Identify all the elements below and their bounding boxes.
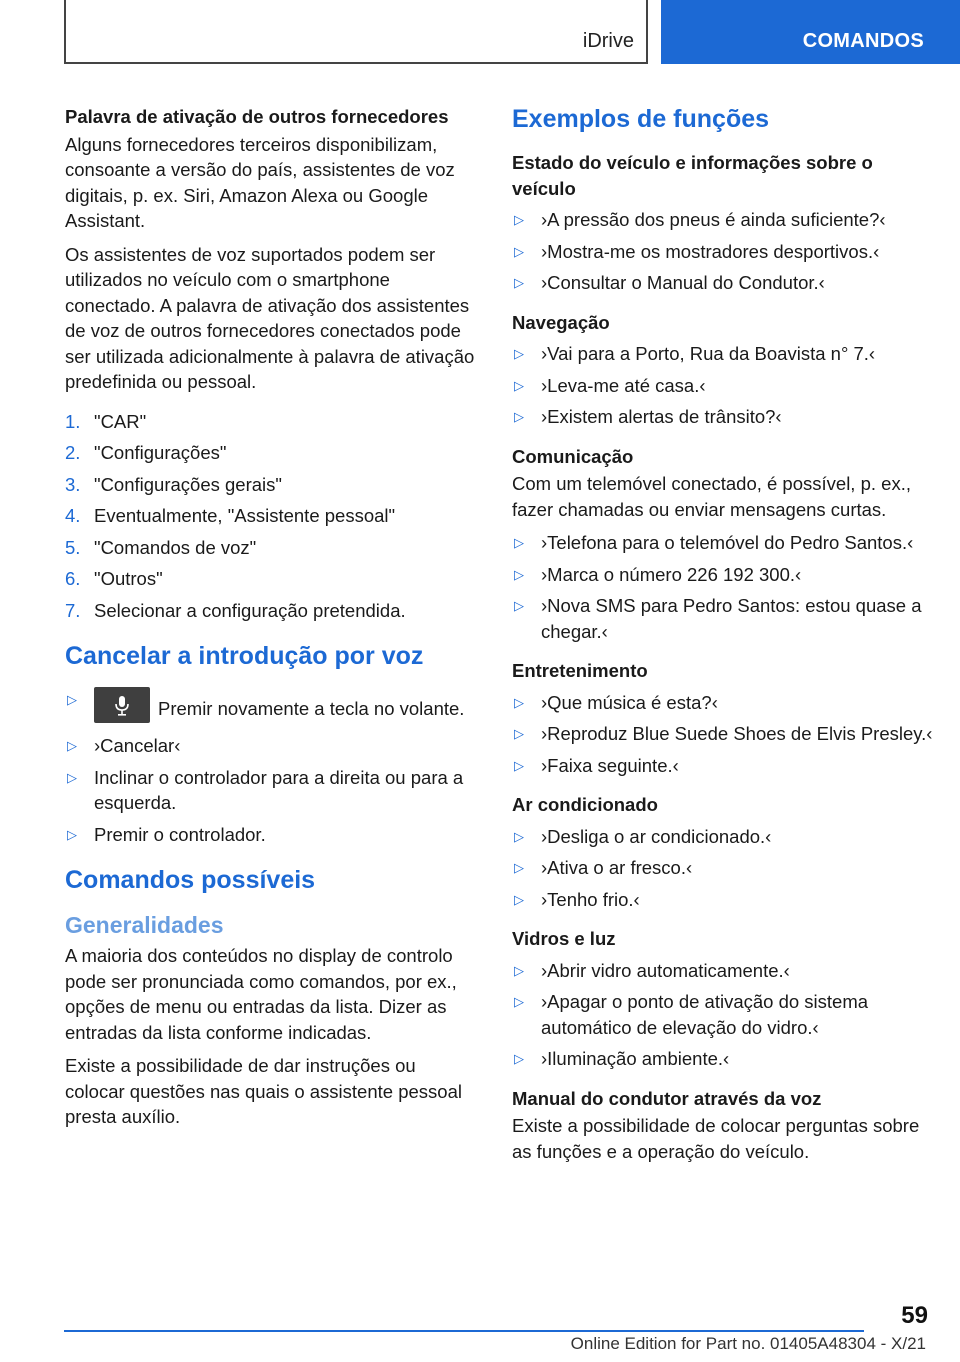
list-item <box>65 687 480 723</box>
triangle-right-icon: ▷ <box>514 994 524 1009</box>
triangle-right-icon: ▷ <box>514 694 524 710</box>
example-item-text: ›Apagar o ponto de ativação do sistema automático de elevação do vidro.‹ <box>541 991 869 1038</box>
list-item <box>65 822 480 848</box>
list-item <box>512 341 934 367</box>
list-item <box>512 593 934 644</box>
example-group-title: Comunicação <box>512 445 634 467</box>
wake-word-paragraph-1: Alguns fornecedores terceiros disponibilizam, consoante a versão do país, assistentes de voz digitais, p. ex. Siri, Amazon Alexa ou Google Assistant. <box>65 133 455 231</box>
triangle-right-icon: ▷ <box>514 566 524 582</box>
footer-divider <box>64 1330 864 1332</box>
general-heading: Generalidades <box>65 912 224 938</box>
step-text: "Comandos de voz" <box>94 536 257 558</box>
manual-voice-title: Manual do condutor através da voz <box>512 1087 822 1109</box>
triangle-right-icon: ▷ <box>514 598 524 613</box>
example-item-text: ›Reproduz Blue Suede Shoes de Elvis Presley.‹ <box>541 723 933 744</box>
list-item <box>65 409 480 435</box>
triangle-right-icon: ▷ <box>67 738 77 753</box>
list-item <box>65 566 480 592</box>
example-item-text: ›Faixa seguinte.‹ <box>541 754 679 776</box>
triangle-right-icon: ▷ <box>514 757 524 773</box>
example-item-text: ›Iluminação ambiente.‹ <box>541 1048 730 1069</box>
list-item <box>65 472 480 498</box>
footer-edition: Online Edition for Part no. 01405A48304 - X/21 <box>570 1334 926 1353</box>
triangle-right-icon: ▷ <box>514 409 524 424</box>
list-item <box>65 598 480 624</box>
example-item-text: ›Nova SMS para Pedro Santos: estou quase a chegar.‹ <box>541 595 922 642</box>
list-item <box>512 530 934 556</box>
step-text: "CAR" <box>94 410 147 432</box>
list-item <box>512 270 934 296</box>
example-list <box>512 341 934 430</box>
triangle-right-icon: ▷ <box>514 962 524 978</box>
example-item-text: ›Leva-me até casa.‹ <box>541 374 706 396</box>
example-item-text: ›Ativa o ar fresco.‹ <box>541 857 693 878</box>
cancel-item-text: Premir o controlador. <box>94 823 266 845</box>
list-item <box>512 855 934 881</box>
list-item <box>65 535 480 561</box>
header-section-label: iDrive <box>582 30 634 52</box>
example-item-text: ›Abrir vidro automaticamente.‹ <box>541 959 790 981</box>
list-item <box>65 765 480 816</box>
triangle-right-icon: ▷ <box>514 377 524 393</box>
header-chapter-box <box>661 0 960 64</box>
step-number: 6. <box>65 568 81 589</box>
triangle-right-icon: ▷ <box>67 692 77 707</box>
microphone-icon <box>94 687 150 723</box>
general-paragraph-2: Existe a possibilidade de dar instruções ou colocar questões nas quais o assistente pessoal presta auxílio. <box>65 1055 462 1127</box>
example-item-text: ›Mostra-me os mostradores desportivos.‹ <box>541 240 880 262</box>
list-item <box>65 440 480 466</box>
triangle-right-icon: ▷ <box>514 275 524 290</box>
list-item <box>512 373 934 399</box>
step-text: Selecionar a configuração pretendida. <box>94 599 406 621</box>
list-item <box>512 562 934 588</box>
list-item <box>65 733 480 759</box>
example-list <box>512 690 934 779</box>
cancel-heading: Cancelar a introdução por voz <box>65 642 424 670</box>
manual-voice-paragraph: Existe a possibilidade de colocar perguntas sobre as funções e a operação do veículo. <box>512 1115 920 1162</box>
triangle-right-icon: ▷ <box>514 212 524 227</box>
triangle-right-icon: ▷ <box>514 726 524 741</box>
cancel-item-text: ›Cancelar‹ <box>94 735 181 756</box>
example-item-text: ›Vai para a Porto, Rua da Boavista n° 7.‹ <box>541 343 876 364</box>
header-chapter-label: COMANDOS <box>802 30 924 52</box>
example-group-title: Vidros e luz <box>512 928 616 949</box>
example-list <box>512 958 934 1072</box>
triangle-right-icon: ▷ <box>514 828 524 844</box>
left-column <box>65 104 480 1138</box>
list-item <box>512 721 934 747</box>
list-item <box>512 404 934 430</box>
example-item-text: ›Que música é esta?‹ <box>541 691 718 713</box>
example-item-text: ›Tenho frio.‹ <box>541 888 640 910</box>
step-number: 2. <box>65 442 81 463</box>
triangle-right-icon: ▷ <box>67 769 77 785</box>
wake-word-title: Palavra de ativação de outros fornecedores <box>65 106 449 127</box>
step-text: "Outros" <box>94 568 163 589</box>
example-list <box>512 824 934 913</box>
page-number: 59 <box>901 1302 928 1329</box>
triangle-right-icon: ▷ <box>67 826 77 842</box>
example-item-text: ›Consultar o Manual do Condutor.‹ <box>541 272 825 293</box>
example-item-text: ›Marca o número 226 192 300.‹ <box>541 563 802 585</box>
list-item <box>512 989 934 1040</box>
cancel-list <box>65 687 480 847</box>
header-section-box <box>64 0 648 64</box>
triangle-right-icon: ▷ <box>514 860 524 875</box>
right-column <box>512 104 934 1172</box>
step-text: "Configurações" <box>94 442 227 463</box>
triangle-right-icon: ▷ <box>514 243 524 259</box>
example-item-text: ›Desliga o ar condicionado.‹ <box>541 825 772 847</box>
triangle-right-icon: ▷ <box>514 346 524 361</box>
possible-commands-heading: Comandos possíveis <box>65 866 316 894</box>
list-item <box>65 503 480 529</box>
triangle-right-icon: ▷ <box>514 891 524 907</box>
steps-list <box>65 409 480 624</box>
example-group-title: Navegação <box>512 311 610 333</box>
wake-word-paragraph-2: Os assistentes de voz suportados podem ser utilizados no veículo com o smartphone conectado. A palavra de ativação dos assistentes de voz de outros fornecedores conectados pode ser utilizada adicionalmente à palavra de ativação predefinida ou pessoal. <box>65 243 475 392</box>
cancel-item-text: Premir novamente a tecla no volante. <box>158 698 465 719</box>
general-paragraph-1: A maioria dos conteúdos no display de controlo pode ser pronunciada como comandos, por ex., opções de menu ou entradas da lista. Dizer as entradas da lista conforme indicadas. <box>65 945 457 1043</box>
example-item-text: ›Existem alertas de trânsito?‹ <box>541 406 782 427</box>
step-number: 5. <box>65 536 81 558</box>
example-item-text: ›Telefona para o telemóvel do Pedro Santos.‹ <box>541 532 914 553</box>
list-item <box>512 887 934 913</box>
list-item <box>512 753 934 779</box>
list-item <box>512 690 934 716</box>
triangle-right-icon: ▷ <box>514 535 524 550</box>
step-text: Eventualmente, "Assistente pessoal" <box>94 505 396 526</box>
list-item <box>512 1046 934 1072</box>
step-number: 1. <box>65 410 81 432</box>
step-number: 7. <box>65 599 81 621</box>
list-item <box>512 207 934 233</box>
step-number: 4. <box>65 505 81 526</box>
list-item <box>512 824 934 850</box>
triangle-right-icon: ▷ <box>514 1051 524 1066</box>
cancel-item-text: Inclinar o controlador para a direita ou para a esquerda. <box>94 766 464 813</box>
example-group-intro: Com um telemóvel conectado, é possível, p. ex., fazer chamadas ou enviar mensagens curtas. <box>512 473 911 520</box>
step-text: "Configurações gerais" <box>94 473 282 495</box>
list-item <box>512 958 934 984</box>
example-group-title: Ar condicionado <box>512 794 658 815</box>
example-groups <box>512 150 934 1072</box>
example-list <box>512 207 934 296</box>
example-group-title: Estado do veículo e informações sobre o veículo <box>512 152 873 199</box>
list-item <box>512 239 934 265</box>
examples-heading: Exemplos de funções <box>512 105 770 133</box>
example-item-text: ›A pressão dos pneus é ainda suficiente?‹ <box>541 209 886 230</box>
step-number: 3. <box>65 473 81 495</box>
example-list <box>512 530 934 644</box>
example-group-title: Entretenimento <box>512 660 648 681</box>
